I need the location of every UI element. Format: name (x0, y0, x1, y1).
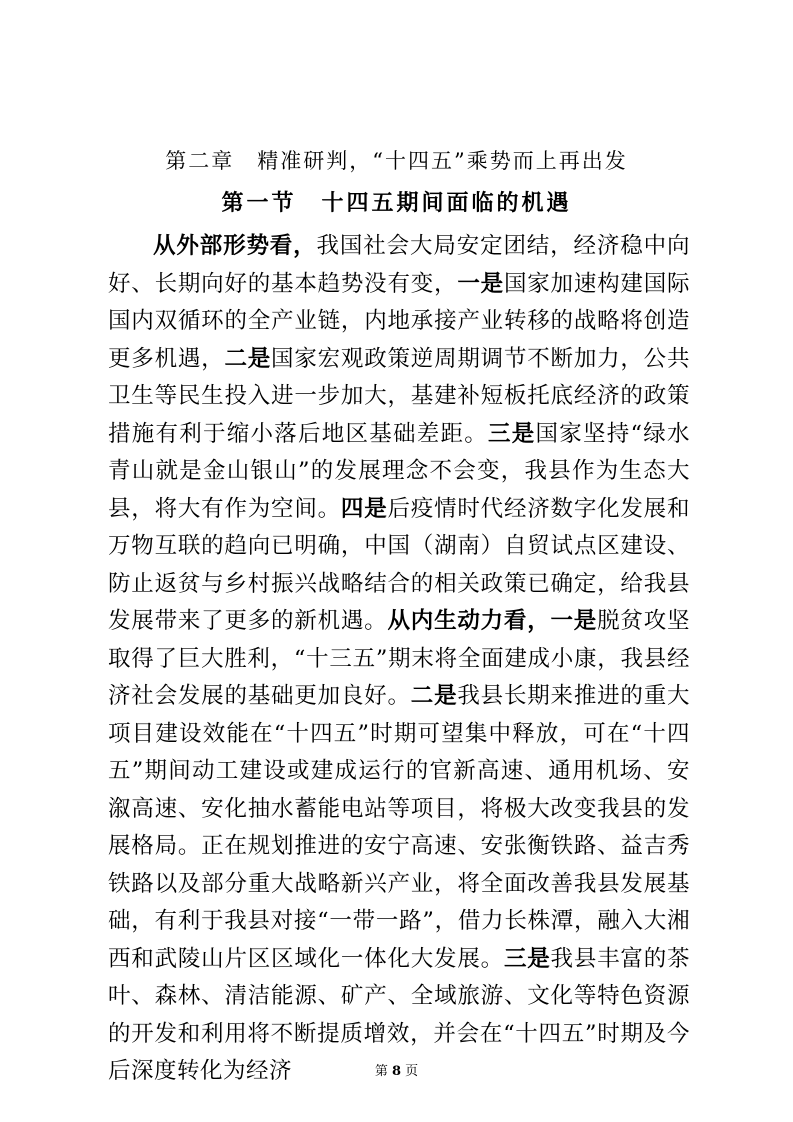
footer-prefix: 第 (374, 1064, 392, 1079)
emphasis-text: 一是 (550, 608, 598, 634)
body-text: 国家宏观政策逆周期调节不断加力，公共卫生等民生投入进一步加大，基建补短板托底经济的政策措施有利于缩小落后地区基础差距。 (108, 345, 690, 447)
chapter-title: 第二章 精准研判，“十四五”乘势而上再出发 (165, 149, 628, 173)
page-number: 8 (391, 1064, 402, 1079)
section-title: 第一节 十四五期间面临的机遇 (221, 191, 572, 216)
emphasis-text: 一是 (457, 270, 504, 297)
body-text: 我县长期来推进的重大项目建设效能在“十四五”时期可望集中释放，可在“十四五”期间动工建设或建成运行的官新高速、通用机场、安溆高速、安化抽水蓄能电站等项目，将极大改变我县的发展格局。正在规划推进的安宁高速、安张衡铁路、益吉秀铁路以及部分重大战略新兴产业，将全面改善我县发展基础，有利于我县对接“一带一路”，借力长株潭，融入大湘西和武陵山片区区域化一体化大发展。 (108, 683, 690, 972)
body-text: 脱贫攻坚取得了巨大胜利，“十三五”期末将全面建成小康，我县经济社会发展的基础更加良好。 (108, 608, 690, 709)
body-text: 我国社会大局安定团结，经济稳中向好、长期向好的基本趋势没有变， (108, 233, 690, 297)
emphasis-text: 三是 (487, 420, 536, 447)
emphasis-text: 从外部形势看， (153, 233, 317, 259)
emphasis-text: 从内生动力看， (387, 608, 551, 634)
emphasis-text: 二是 (224, 345, 272, 372)
body-text: 国家坚持“绿水青山就是金山银山”的发展理念不会变，我县作为生态大县，将大有作为空间。 (108, 420, 690, 522)
emphasis-text: 二是 (410, 683, 458, 709)
emphasis-text: 四是 (340, 495, 388, 522)
body-paragraph (108, 228, 690, 1091)
page-footer (0, 1063, 793, 1081)
body-text: 我县丰富的茶叶、森林、清洁能源、矿产、全域旅游、文化等特色资源的开发和利用将不断提质增效，并会在“十四五”时期及今后深度转化为经济 (108, 945, 690, 1084)
body-text: 后疫情时代经济数字化发展和万物互联的趋向已明确，中国（湖南）自贸试点区建设、防止返贫与乡村振兴战略结合的相关政策已确定，给我县发展带来了更多的新机遇。 (108, 495, 690, 634)
emphasis-text: 三是 (503, 945, 551, 972)
body-text: 国家加速构建国际国内双循环的全产业链，内地承接产业转移的战略将创造更多机遇， (108, 270, 690, 372)
footer-suffix: 页 (401, 1064, 419, 1079)
